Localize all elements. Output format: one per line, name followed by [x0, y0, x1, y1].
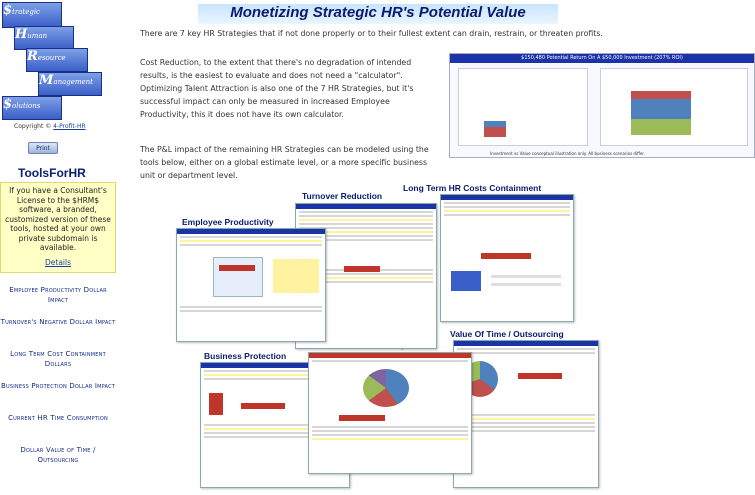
roi-chart-thumbnail[interactable]	[449, 53, 755, 158]
roi-chart-left-panel	[458, 68, 588, 146]
roi-segment-red	[631, 91, 691, 99]
sidebar	[0, 0, 120, 495]
long-term-chart-block	[451, 271, 481, 291]
roi-chart-title: $150,480 Potential Return On A $50,000 Investment (207% ROI)	[450, 54, 754, 63]
consultant-license-text: If you have a Consultant's License to the $HRM$ software, a branded, customized version of these tools, hosted at your own private subdomain is available.	[5, 186, 111, 252]
nav-turnover[interactable]: Turnover's Negative Dollar Impact	[0, 318, 116, 326]
business-protection-start-button	[241, 403, 285, 409]
value-of-time-start-button	[518, 373, 562, 379]
employee-productivity-thumbnail[interactable]	[176, 228, 326, 342]
productivity-panel	[213, 257, 263, 297]
nav-hr-time-consumption[interactable]: Current HR Time Consumption	[8, 414, 108, 422]
nav-employee-productivity[interactable]: Employee Productivity Dollar Impact	[9, 286, 107, 304]
label-value-of-time[interactable]: Value Of Time / Outsourcing	[450, 329, 564, 339]
value-bar	[484, 121, 506, 127]
label-turnover-reduction[interactable]: Turnover Reduction	[302, 191, 383, 201]
time-consumption-start-button	[339, 415, 385, 421]
cost-reduction-paragraph: Cost Reduction, to the extent that there's no degradation of intended results, is the easiest to evaluate and does not need a "calculator". Optimizing Talent Attraction is also one of the 7 HR Strategies, but it's successful impact can only be measured in increased Employee Productivity, this it does not have its own calculator.	[140, 58, 414, 119]
investment-bar	[484, 127, 506, 137]
productivity-input-block	[273, 259, 319, 293]
page-title: Monetizing Strategic HR's Potential Value	[230, 4, 526, 21]
value-of-time-thumbnail[interactable]	[453, 340, 599, 488]
intro-paragraph: There are 7 key HR Strategies that if not done properly or to their fullest extent can drain, restrain, or threaten profits.	[140, 29, 603, 38]
details-link[interactable]: Details	[44, 257, 71, 267]
label-long-term-cost[interactable]: Long Term HR Costs Containment	[403, 183, 542, 193]
nav-long-term-cost[interactable]: Long Term Cost Containment Dollars	[10, 350, 106, 368]
label-employee-productivity[interactable]: Employee Productivity	[182, 217, 274, 227]
nav-business-protection[interactable]: Business Protection Dollar Impact	[0, 382, 116, 390]
label-business-protection[interactable]: Business Protection	[204, 351, 287, 361]
nav-value-of-time[interactable]: Dollar Value of Time / Outsourcing	[20, 446, 96, 464]
logo-step-resource: Resource	[26, 48, 88, 72]
roi-chart-right-panel	[600, 68, 748, 146]
business-protection-bar	[209, 393, 223, 415]
logo-step-management: Management	[38, 72, 102, 96]
long-term-calculator-thumbnail[interactable]	[440, 194, 574, 322]
copyright-link[interactable]: 4-Profit-HR	[53, 123, 86, 130]
print-button[interactable]: Print	[28, 142, 58, 154]
time-consumption-pie	[363, 369, 409, 407]
consultant-license-box	[0, 182, 116, 273]
logo-step-human: Human	[14, 26, 74, 50]
turnover-start-button	[344, 266, 380, 272]
roi-segment-blue	[631, 99, 691, 119]
logo-step-solutions: $olutions	[2, 96, 62, 120]
roi-segment-green	[631, 119, 691, 135]
logo-step-strategic: $trategic	[2, 2, 62, 28]
productivity-start-button	[219, 265, 255, 271]
time-consumption-thumbnail[interactable]	[308, 352, 472, 474]
long-term-start-button	[481, 253, 531, 259]
roi-chart-note: Investment vs Value conceptual illustration only. All business scenarios differ.	[490, 151, 645, 156]
pl-impact-paragraph: The P&L impact of the remaining HR Strategies can be modeled using the tools below, either on a global estimate level, or a more specific business unit or department level.	[140, 145, 429, 180]
main-content	[120, 0, 683, 495]
tools-title: ToolsForHR	[18, 166, 86, 180]
copyright	[14, 123, 86, 130]
copyright-text: Copyright ©	[14, 123, 52, 130]
